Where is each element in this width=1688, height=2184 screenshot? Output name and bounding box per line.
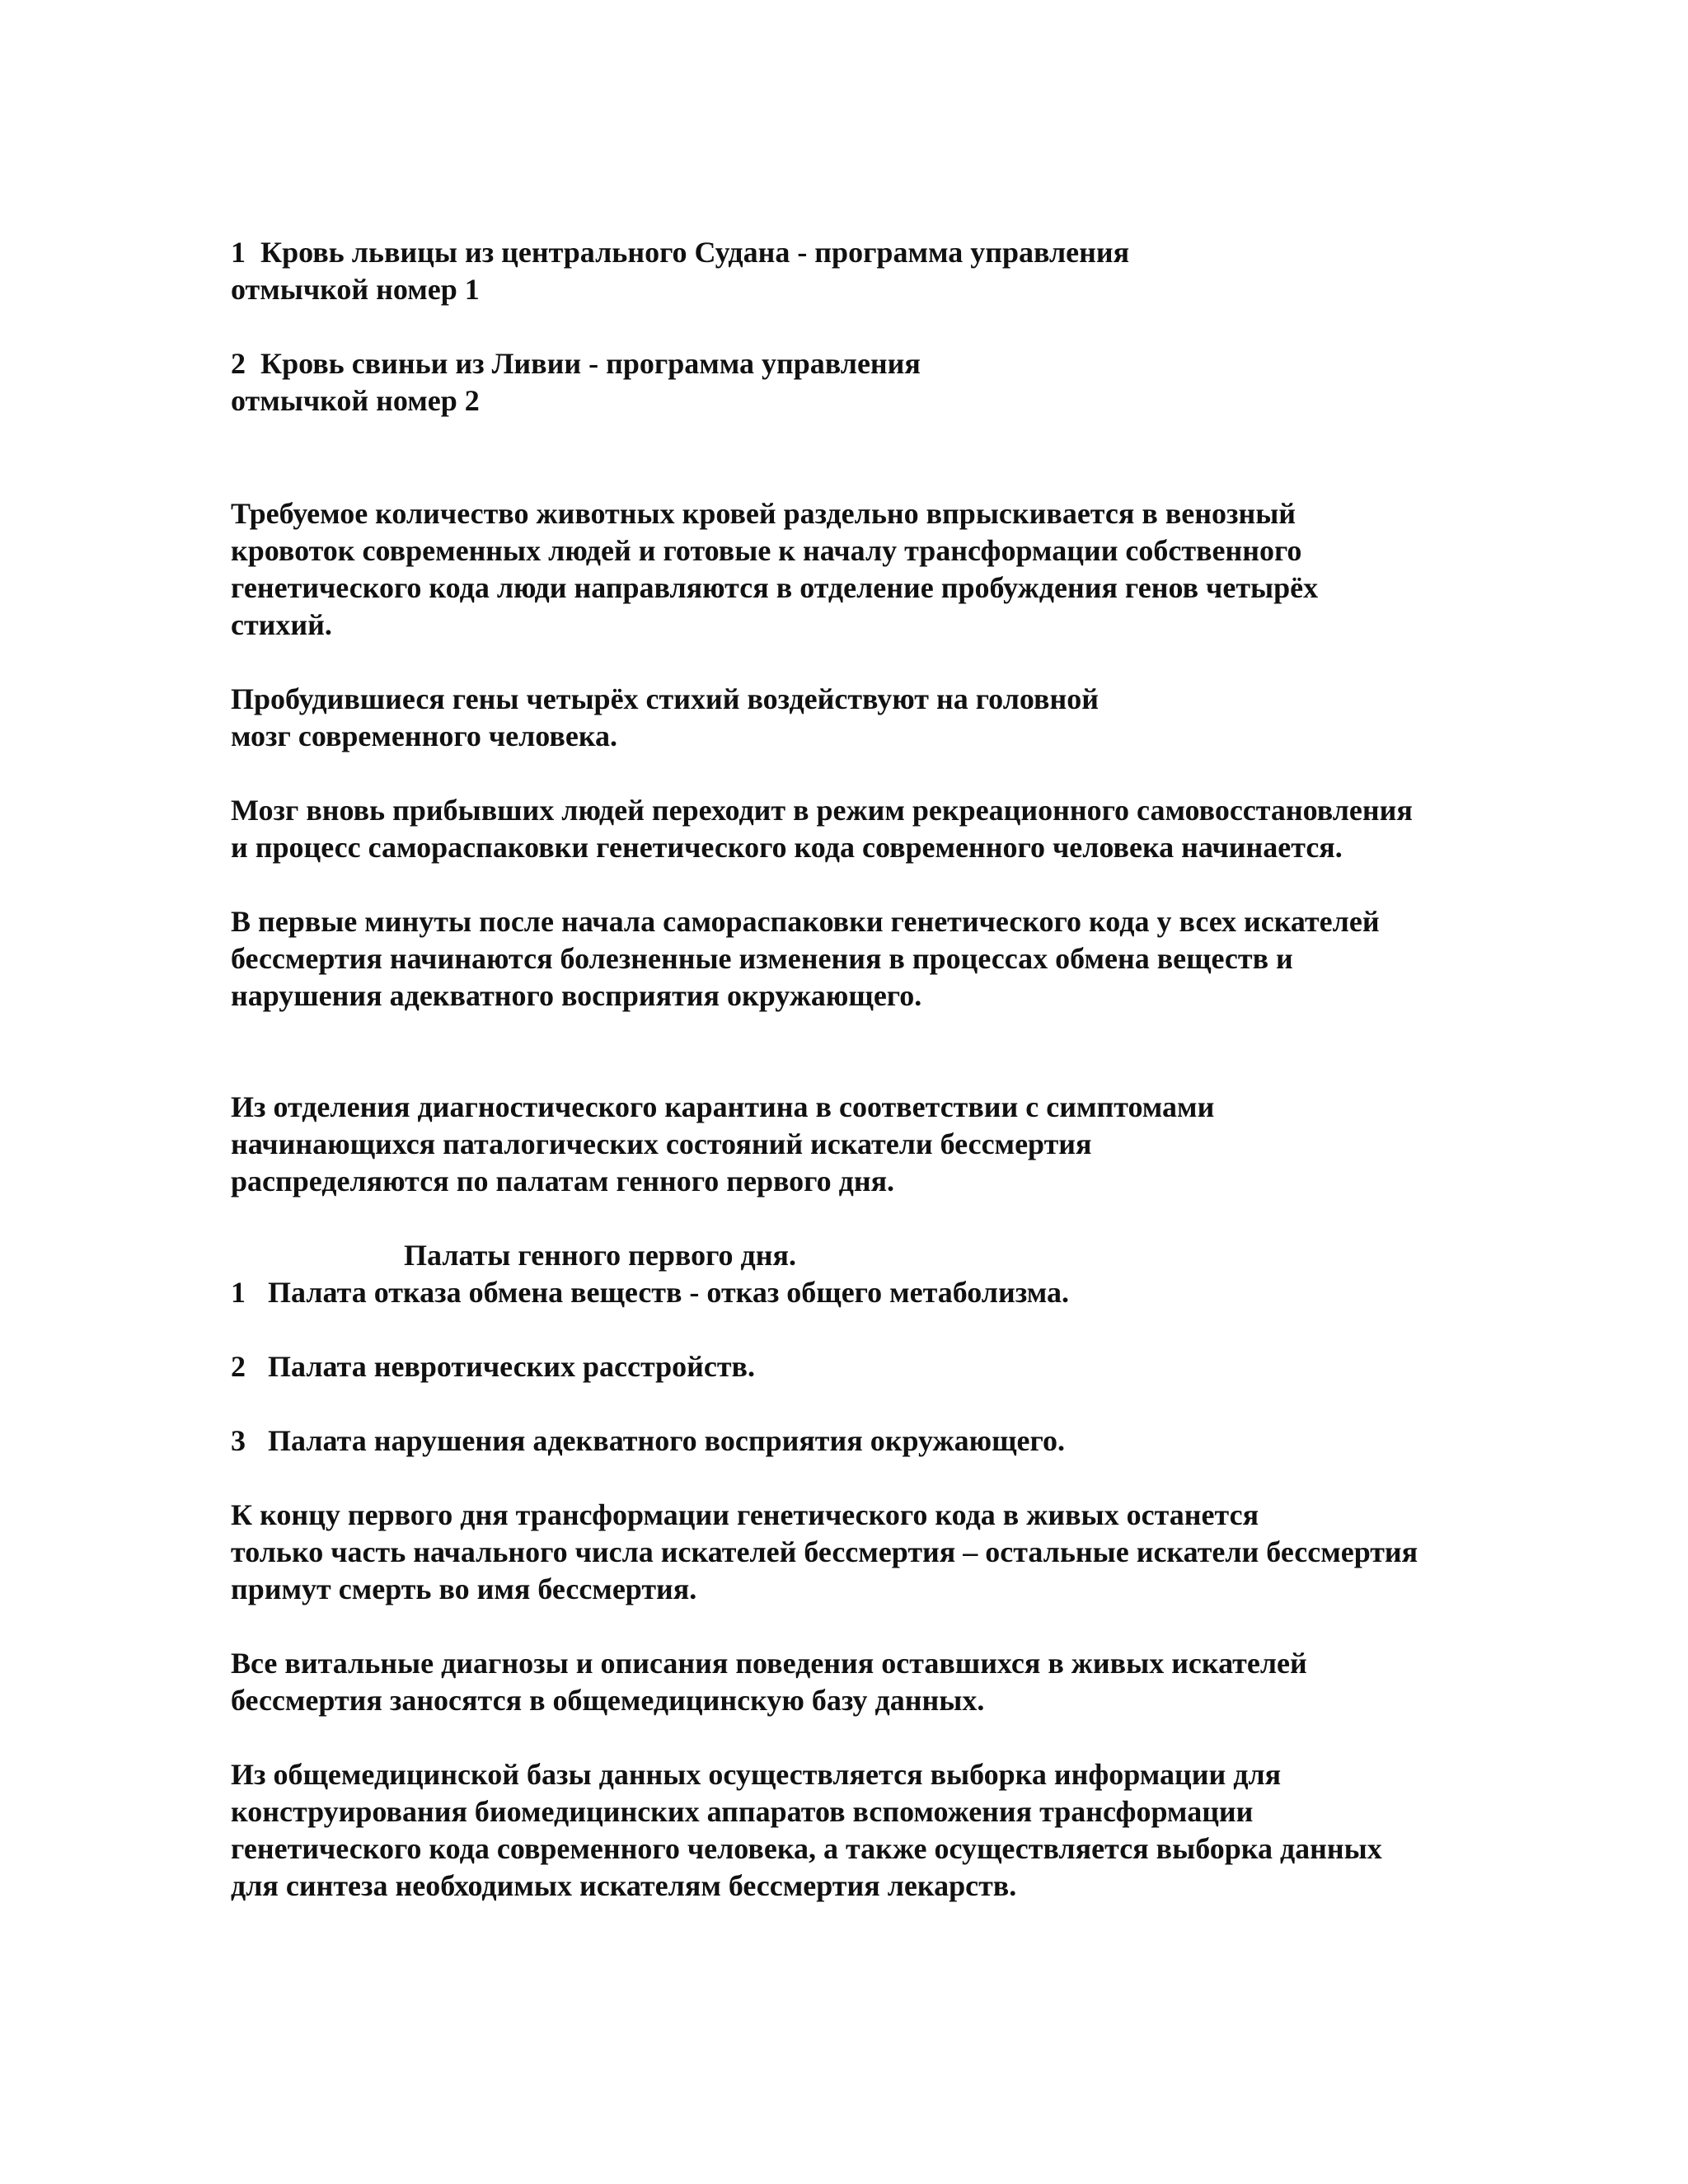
paragraph-4-line: нарушения адекватного восприятия окружающего. <box>231 979 922 1012</box>
paragraph-1-line: стихий. <box>231 608 332 641</box>
paragraph-8-line: Из общемедицинской базы данных осуществляется выборка информации для <box>231 1758 1282 1791</box>
paragraph-6-line: только часть начального числа искателей бессмертия – остальные искатели бессмертия <box>231 1535 1418 1568</box>
list-top-item-2-line-1: 2 Кровь свиньи из Ливии - программа управления <box>231 347 921 380</box>
ward-item-3: 3 Палата нарушения адекватного восприятия окружающего. <box>231 1424 1065 1457</box>
paragraph-4-line: бессмертия начинаются болезненные изменения в процессах обмена веществ и <box>231 942 1293 975</box>
paragraph-1-line: Требуемое количество животных кровей раздельно впрыскивается в венозный <box>231 497 1296 530</box>
ward-item-2: 2 Палата невротических расстройств. <box>231 1350 755 1383</box>
wards-heading: Палаты генного первого дня. <box>404 1239 796 1272</box>
paragraph-3-line: и процесс самораспаковки генетического кода современного человека начинается. <box>231 831 1343 864</box>
paragraph-2-line: мозг современного человека. <box>231 719 618 752</box>
paragraph-7-line: Все витальные диагнозы и описания поведения оставшихся в живых искателей <box>231 1647 1307 1680</box>
list-top-item-2-line-2: отмычкой номер 2 <box>231 384 480 417</box>
paragraph-1-line: кровоток современных людей и готовые к началу трансформации собственного <box>231 534 1302 567</box>
paragraph-8-line: для синтеза необходимых искателям бессмертия лекарств. <box>231 1869 1017 1902</box>
paragraph-1-line: генетического кода люди направляются в отделение пробуждения генов четырёх <box>231 571 1319 604</box>
list-top-item-1-line-2: отмычкой номер 1 <box>231 273 480 306</box>
paragraph-6-line: примут смерть во имя бессмертия. <box>231 1572 697 1605</box>
paragraph-3-line: Мозг вновь прибывших людей переходит в режим рекреационного самовосстановления <box>231 794 1413 827</box>
paragraph-7-line: бессмертия заносятся в общемедицинскую базу данных. <box>231 1684 985 1717</box>
paragraph-8-line: конструирования биомедицинских аппаратов вспоможения трансформации <box>231 1795 1254 1828</box>
paragraph-5-line: распределяются по палатам генного первого дня. <box>231 1165 895 1197</box>
paragraph-4-line: В первые минуты после начала самораспаковки генетического кода у всех искателей <box>231 905 1380 938</box>
list-top-item-1-line-1: 1 Кровь львицы из центрального Судана - программа управления <box>231 236 1130 269</box>
paragraph-8-line: генетического кода современного человека, а также осуществляется выборка данных <box>231 1832 1382 1865</box>
paragraph-5-line: начинающихся паталогических состояний искатели бессмертия <box>231 1127 1092 1160</box>
paragraph-5-line: Из отделения диагностического карантина в соответствии с симптомами <box>231 1090 1215 1123</box>
ward-item-1: 1 Палата отказа обмена веществ - отказ общего метаболизма. <box>231 1276 1069 1309</box>
paragraph-2-line: Пробудившиеся гены четырёх стихий воздействуют на головной <box>231 682 1099 715</box>
paragraph-6-line: К концу первого дня трансформации генетического кода в живых останется <box>231 1498 1259 1531</box>
